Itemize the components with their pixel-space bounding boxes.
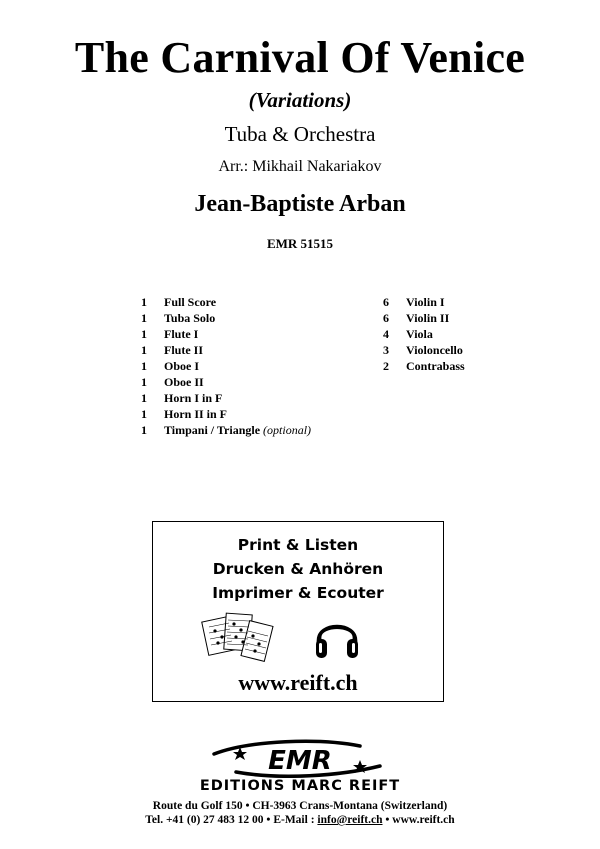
headphones-icon <box>313 610 361 664</box>
part-qty: 1 <box>141 327 147 341</box>
publisher-address: Route du Golf 150 • CH-3963 Crans-Montana (Switzerland) <box>152 800 448 812</box>
part-name: Viola <box>406 327 433 341</box>
part-note: (optional) <box>263 423 312 437</box>
catalog-number: EMR 51515 <box>266 236 334 251</box>
part-row <box>141 326 311 342</box>
part-name: Violin II <box>406 311 450 325</box>
contact-website: • www.reift.ch <box>382 814 455 826</box>
part-name: Violin I <box>406 295 445 309</box>
parts-list-left <box>141 294 311 438</box>
part-qty: 1 <box>141 391 147 405</box>
part-qty: 1 <box>141 343 147 357</box>
page-title: The Carnival Of Venice <box>74 33 526 82</box>
part-row <box>141 310 311 326</box>
promo-line-fr: Imprimer & Ecouter <box>212 584 384 602</box>
part-qty: 1 <box>141 311 147 325</box>
part-row <box>383 326 465 342</box>
subtitle: (Variations) <box>248 88 352 112</box>
part-name: Flute I <box>164 327 199 341</box>
part-name: Timpani / Triangle <box>164 423 261 437</box>
part-name: Contrabass <box>406 359 465 373</box>
part-name: Tuba Solo <box>164 311 216 325</box>
part-name: Full Score <box>164 295 217 309</box>
part-name: Horn II in F <box>164 407 228 421</box>
part-qty: 4 <box>383 327 389 341</box>
part-name: Violoncello <box>406 343 463 357</box>
part-row <box>141 406 311 422</box>
part-qty: 1 <box>141 375 147 389</box>
composer: Jean-Baptiste Arban <box>194 191 406 217</box>
emr-logo <box>210 738 390 778</box>
part-qty: 1 <box>141 359 147 373</box>
part-qty: 6 <box>383 295 389 309</box>
arranger: Arr.: Mikhail Nakariakov <box>218 158 382 175</box>
part-qty: 3 <box>383 343 389 357</box>
part-row <box>141 358 311 374</box>
part-name: Oboe II <box>164 375 204 389</box>
part-qty: 6 <box>383 311 389 325</box>
part-row <box>141 294 311 310</box>
email-link[interactable]: info@reift.ch <box>317 814 383 826</box>
print-listen-box <box>152 521 444 702</box>
publisher-contact <box>0 812 600 828</box>
promo-line-en: Print & Listen <box>237 536 359 554</box>
part-row <box>383 342 465 358</box>
promo-line-de: Drucken & Anhören <box>212 560 384 578</box>
instrumentation: Tuba & Orchestra <box>224 122 376 146</box>
parts-list-right <box>383 294 465 374</box>
part-row <box>141 342 311 358</box>
part-row <box>141 374 311 390</box>
website-link[interactable]: www.reift.ch <box>238 670 358 695</box>
part-row <box>141 390 311 406</box>
emr-logo-text: EMR <box>268 746 332 776</box>
part-row <box>383 294 465 310</box>
part-qty: 2 <box>383 359 389 373</box>
part-name: Flute II <box>164 343 203 357</box>
part-name: Horn I in F <box>164 391 223 405</box>
contact-phone: Tel. +41 (0) 27 483 12 00 • E-Mail : <box>145 814 318 826</box>
part-name: Oboe I <box>164 359 200 373</box>
publisher-name: EDITIONS MARC REIFT <box>199 778 401 794</box>
part-qty: 1 <box>141 295 147 309</box>
part-row <box>383 310 465 326</box>
part-qty: 1 <box>141 407 147 421</box>
part-row <box>383 358 465 374</box>
part-qty: 1 <box>141 423 147 437</box>
sheet-music-icon <box>201 611 275 667</box>
part-row <box>141 422 311 438</box>
